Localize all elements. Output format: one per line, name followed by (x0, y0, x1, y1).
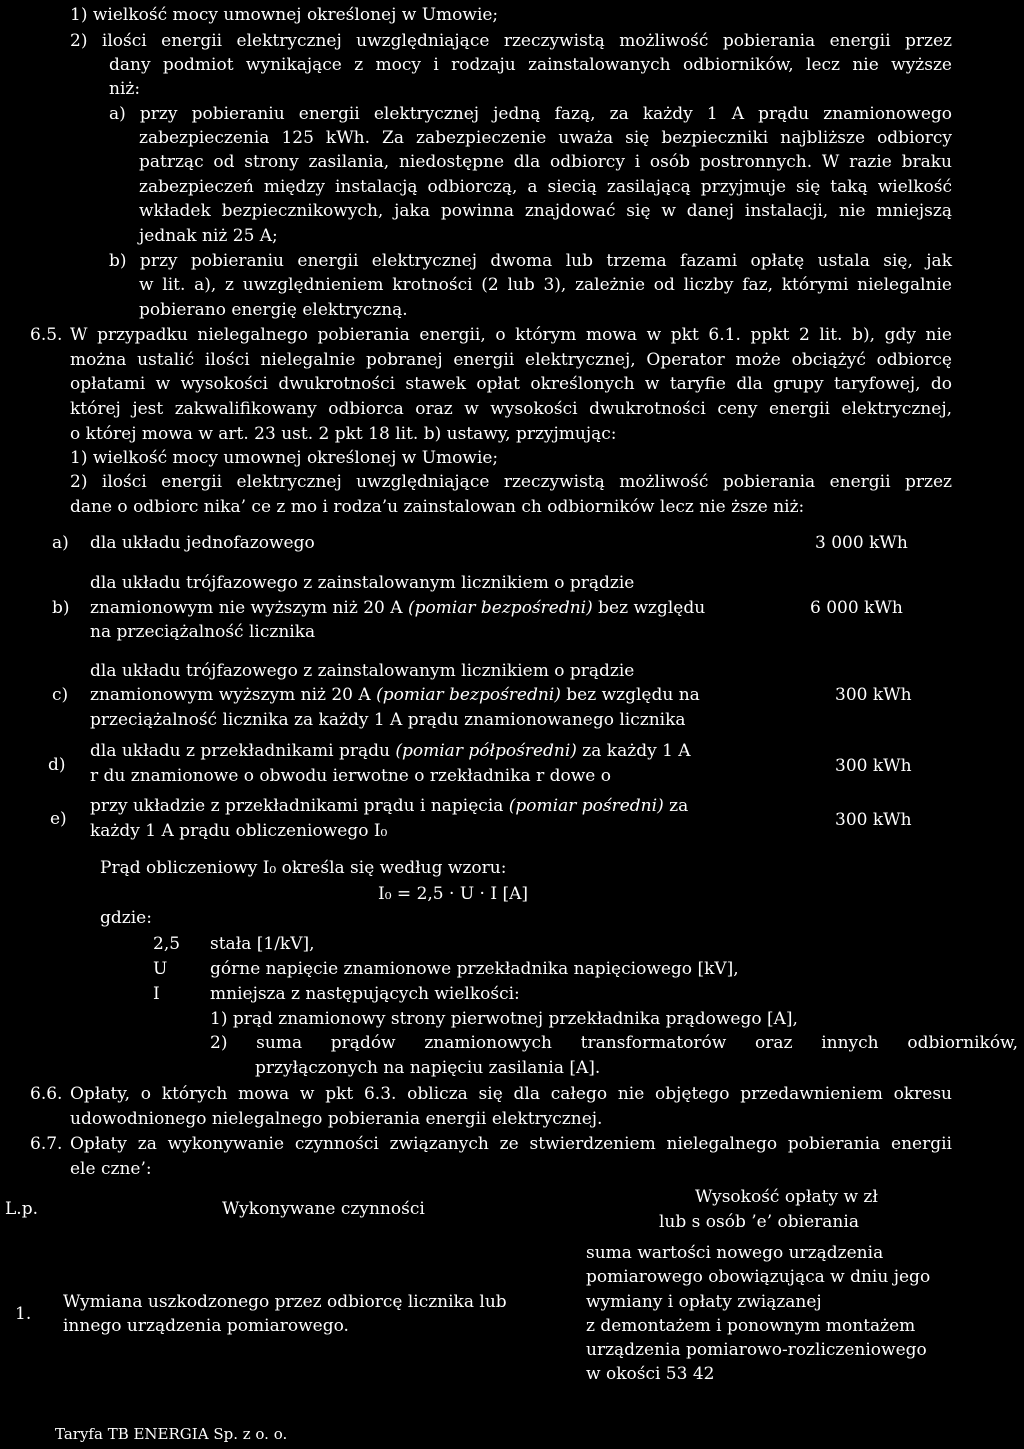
table-row-c-line-1: dla układu trójfazowego z zainstalowanym licznikiem o prądzie (90, 661, 635, 681)
table-row-c-line-3: przeciążalność licznika za każdy 1 A prądu znamionowanego licznika (90, 710, 686, 730)
page-footer: Taryfa TB ENERGIA Sp. z o. o. (55, 1425, 288, 1443)
fees-row-1-work-line-1: Wymiana uszkodzonego przez odbiorcę licznika lub (63, 1292, 507, 1312)
fees-header-lp: L.p. (5, 1199, 38, 1219)
fees-row-1-fee-line-6: w okości 53 42 (586, 1364, 715, 1384)
table-row-b-label: b) (52, 598, 70, 618)
section-6-5-item-1: 1) wielkość mocy umownej określonej w Umowie; (70, 448, 499, 468)
fees-row-1-fee-line-4: z demontażem i ponownym montażem (586, 1316, 916, 1336)
fees-row-1-number: 1. (15, 1304, 32, 1324)
fees-header-fee-line-1: Wysokość opłaty w zł (695, 1187, 878, 1207)
fees-row-1-fee-line-1: suma wartości nowego urządzenia (586, 1243, 884, 1263)
section-6-6-number: 6.6. (30, 1084, 63, 1104)
fees-row-1-fee-line-5: urządzenia pomiarowo-rozliczeniowego (586, 1340, 927, 1360)
table-row-c-line-2: znamionowym wyższym niż 20 A (pomiar bezpośredni) bez względu na (90, 685, 700, 705)
item-1: 1) wielkość mocy umownej określonej w Umowie; (70, 5, 499, 25)
formula-equation: I₀ = 2,5 · U · I [A] (378, 884, 529, 904)
item-a-line-5: wkładek bezpiecznikowych, jaka powinna znajdować się w danej instalacji, nie mniejszą (139, 201, 952, 221)
table-row-e-value: 300 kWh (835, 810, 912, 830)
section-6-7-line-1: Opłaty za wykonywanie czynności związanych ze stwierdzeniem nielegalnego pobierania energii (70, 1134, 952, 1154)
section-6-5-line-5: o której mowa w art. 23 ust. 2 pkt 18 lit. b) ustawy, przyjmując: (70, 424, 617, 444)
table-row-e-line-2: każdy 1 A prądu obliczeniowego I₀ (90, 821, 388, 841)
formula-intro: Prąd obliczeniowy I₀ określa się według wzoru: (100, 858, 507, 878)
fees-header-fee-line-2: lub s osób ’e’ obierania (659, 1212, 859, 1232)
formula-symbol-2-5-desc: stała [1/kV], (210, 934, 315, 954)
section-6-5-line-4: której jest zakwalifikowany odbiorca oraz w wysokości dwukrotności ceny energii elektrycznej, (70, 399, 952, 419)
table-row-d-line-2: r du znamionowe o obwodu ierwotne o rzekładnika r dowe o (90, 766, 611, 786)
table-row-a-value: 3 000 kWh (815, 533, 908, 553)
fees-row-1-work-line-2: innego urządzenia pomiarowego. (63, 1316, 349, 1336)
section-6-5-line-2: można ustalić ilości nielegalnie pobranej energii elektrycznej, Operator może obciążyć odbiorcę (70, 350, 952, 370)
table-row-b-line-3: na przeciążalność licznika (90, 622, 316, 642)
table-row-c-value: 300 kWh (835, 685, 912, 705)
table-row-c-label: c) (52, 685, 69, 705)
table-row-e-line-1: przy układzie z przekładnikami prądu i napięcia (pomiar pośredni) za (90, 796, 689, 816)
table-row-d-value: 300 kWh (835, 756, 912, 776)
item-b-line-3: pobierano energię elektryczną. (139, 300, 408, 320)
table-row-b-line-1: dla układu trójfazowego z zainstalowanym licznikiem o prądzie (90, 573, 635, 593)
item-b-line-1: b) przy pobieraniu energii elektrycznej dwoma lub trzema fazami opłatę ustala się, jak (109, 251, 952, 271)
item-2-line-2: dany podmiot wynikające z mocy i rodzaju zainstalowanych odbiorników, lecz nie wyższe (109, 55, 952, 75)
item-a-line-3: patrząc od strony zasilania, niedostępne dla odbiorcy i osób postronnych. W razie braku (139, 152, 952, 172)
section-6-5-line-1: W przypadku nielegalnego pobierania energii, o którym mowa w pkt 6.1. ppkt 2 lit. b), gdy nie (70, 325, 952, 345)
fees-row-1-fee-line-3: wymiany i opłaty związanej (586, 1292, 822, 1312)
item-2-line-1: 2) ilości energii elektrycznej uwzględniające rzeczywistą możliwość pobierania energii przez (70, 31, 952, 51)
item-b-line-2: w lit. a), z uwzględnieniem krotności (2 lub 3), zależnie od liczby faz, którymi nielegalnie (139, 275, 952, 295)
table-row-d-line-1: dla układu z przekładnikami prądu (pomiar półpośredni) za każdy 1 A (90, 741, 691, 761)
section-6-5-item-2-line-2: dane o odbiorc nika’ ce z mo i rodza’u zainstalowan ch odbiorników lecz nie ższe niż: (70, 497, 805, 517)
section-6-5-item-2-line-1: 2) ilości energii elektrycznej uwzględniające rzeczywistą możliwość pobierania energii przez (70, 472, 952, 492)
formula-symbol-2-5: 2,5 (153, 934, 181, 954)
section-6-6-line-2: udowodnionego nielegalnego pobierania energii elektrycznej. (70, 1109, 603, 1129)
formula-sub-1: 1) prąd znamionowy strony pierwotnej przekładnika prądowego [A], (210, 1009, 798, 1029)
formula-symbol-u-desc: górne napięcie znamionowe przekładnika napięciowego [kV], (210, 959, 739, 979)
section-6-7-line-2: ele czne’: (70, 1159, 152, 1179)
formula-symbol-i-desc: mniejsza z następujących wielkości: (210, 984, 520, 1004)
item-a-line-1: a) przy pobieraniu energii elektrycznej jedną fazą, za każdy 1 A prądu znamionowego (109, 104, 952, 124)
item-a-line-4: zabezpieczeń między instalacją odbiorczą, a siecią zasilającą przyjmuje się taką wielkość (139, 177, 952, 197)
formula-sub-2-cont: przyłączonych na napięciu zasilania [A]. (255, 1058, 601, 1078)
section-6-6-line-1: Opłaty, o których mowa w pkt 6.3. oblicza się dla całego nie objętego przedawnieniem okresu (70, 1084, 952, 1104)
formula-where: gdzie: (100, 908, 152, 928)
item-a-line-6: jednak niż 25 A; (139, 226, 278, 246)
table-row-e-label: e) (50, 809, 67, 829)
table-row-a-text: dla układu jednofazowego (90, 533, 315, 553)
section-6-5-number: 6.5. (30, 325, 63, 345)
section-6-5-line-3: opłatami w wysokości dwukrotności stawek opłat określonych w taryfie dla grupy taryfowej, do (70, 374, 952, 394)
formula-sub-2: 2) suma prądów znamionowych transformatorów oraz innych odbiorników, (210, 1033, 1018, 1053)
fees-header-work: Wykonywane czynności (222, 1199, 425, 1219)
table-row-b-value: 6 000 kWh (810, 598, 903, 618)
fees-row-1-fee-line-2: pomiarowego obowiązująca w dniu jego (586, 1267, 931, 1287)
item-a-line-2: zabezpieczenia 125 kWh. Za zabezpieczenie uważa się bezpieczniki najbliższe odbiorcy (139, 128, 952, 148)
item-2-line-3: niż: (109, 79, 141, 99)
table-row-b-line-2: znamionowym nie wyższym niż 20 A (pomiar bezpośredni) bez względu (90, 598, 706, 618)
table-row-a-label: a) (52, 533, 69, 553)
formula-symbol-u: U (153, 959, 168, 979)
table-row-d-label: d) (48, 755, 66, 775)
section-6-7-number: 6.7. (30, 1134, 63, 1154)
formula-symbol-i: I (153, 984, 160, 1004)
